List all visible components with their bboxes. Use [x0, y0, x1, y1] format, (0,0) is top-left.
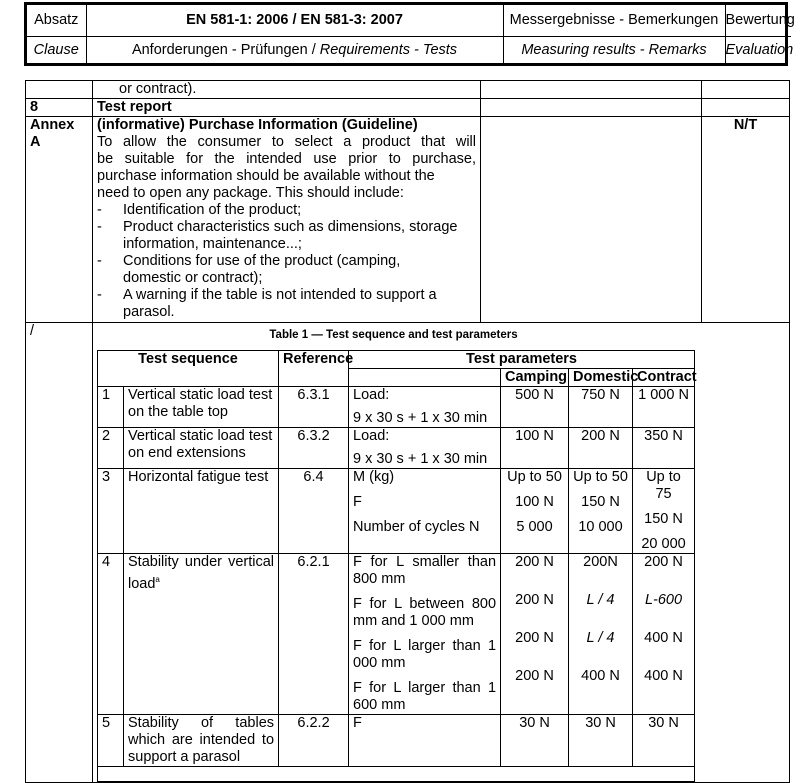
continuation-text: or contract). [93, 81, 481, 99]
clause-number: 8 [26, 99, 93, 117]
table-row: 5 Stability of tables which are intended to support a parasol 6.2.2 F 30 N 30 N 30 N [98, 715, 695, 767]
table-clause: / [26, 323, 93, 783]
table-row: 3 Horizontal fatigue test 6.4 M (kg) F Number of cycles N Up to 50 100 N 5 000 Up to 50 150 N 10 000 Up to 75 150 N 20 000 [98, 469, 695, 554]
clause-header-en: Clause [27, 36, 86, 63]
table-row-container [26, 323, 790, 783]
table1-title: Table 1 — Test sequence and test parameters [269, 329, 518, 341]
domestic-header: Domestic [569, 369, 633, 387]
annex-evaluation: N/T [702, 117, 790, 323]
standard-title: EN 581-1: 2006 / EN 581-3: 2007 [86, 5, 503, 36]
continuation-row [26, 81, 790, 99]
table-row: 2 Vertical static load test on end extensions 6.3.2 Load: 9 x 30 s + 1 x 30 min 100 N 200 N 350 N [98, 428, 695, 469]
test-parameters-header: Test parameters [349, 351, 695, 369]
test-parameters-table [97, 350, 695, 782]
form-header [24, 2, 795, 66]
reference-header: Reference [279, 351, 349, 387]
clause-title: Test report [93, 99, 481, 117]
clause-table [25, 80, 790, 783]
contract-header: Contract [633, 369, 695, 387]
table-row: 1 Vertical static load test on the table top 6.3.1 Load: 9 x 30 s + 1 x 30 min 500 N 750 N 1 000 N [98, 387, 695, 428]
annex-text: (informative) Purchase Information (Guideline) To allow the consumer to select a product that will be suitable for the intended use prior to purchase, purchase information should be available without the need to open any package. This should include: - Identification of the product; - Product characteristics such as dimensions, storage information, maintenance...; - Conditions for use of the product (camping, domestic or contract); - A warning if the table is not intended to support a parasol. [93, 117, 481, 323]
list-item: - Conditions for use of the product (camping, domestic or contract); [97, 253, 401, 286]
test-report-row [26, 99, 790, 117]
camping-header: Camping [501, 369, 569, 387]
list-item: - Identification of the product; [97, 202, 302, 218]
list-item: - A warning if the table is not intended to support a parasol. [97, 287, 437, 320]
table-row: 4 Stability under vertical load$^a$ 6.2.1 F for L smaller than 800 mm F for L between 800 mm and 1 000 mm F for L larger than 1 000 mm F for L larger than 1 600 mm 200 N 200 N 200 N 200 N 200N L / 4 L / 4 400 N 200 N L-600 400 N 400 N [98, 554, 695, 715]
results-header-en: Measuring results - Remarks [503, 36, 725, 63]
requirements-header: Anforderungen - Prüfungen / Requirements - Tests [86, 36, 503, 63]
annex-title: (informative) Purchase Information (Guideline) [97, 117, 418, 133]
evaluation-header-de: Bewertung [725, 5, 791, 36]
annex-row [26, 117, 790, 323]
results-header-de: Messergebnisse - Bemerkungen [503, 5, 725, 36]
list-item: - Product characteristics such as dimensions, storage information, maintenance...; [97, 219, 458, 252]
test-sequence-header: Test sequence [98, 351, 279, 387]
annex-clause: Annex A [26, 117, 93, 323]
evaluation-header-en: Evaluation [725, 36, 791, 63]
clause-header-de: Absatz [27, 5, 86, 36]
